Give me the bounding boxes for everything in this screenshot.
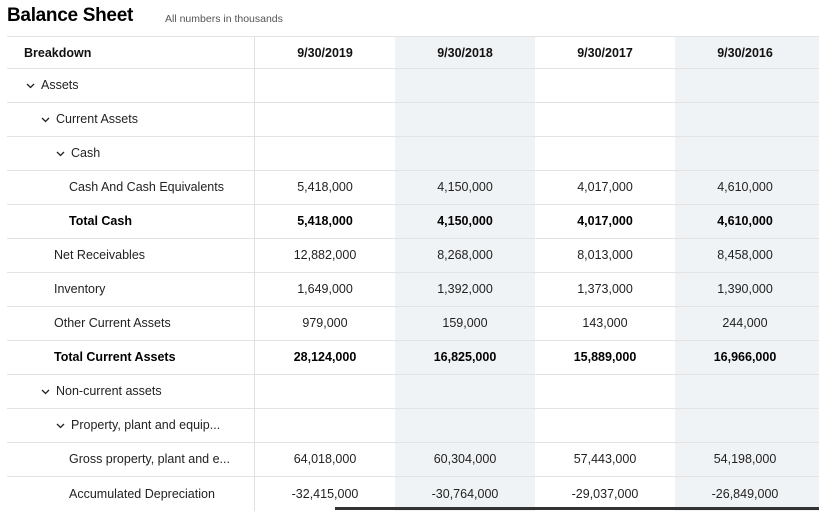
row-label[interactable] (7, 136, 253, 170)
value-cell: 4,150,000 (437, 180, 493, 194)
table-row[interactable] (7, 136, 819, 171)
value-cell (395, 408, 535, 442)
row-label[interactable] (7, 102, 253, 136)
value-cell: 60,304,000 (433, 452, 497, 466)
page-subtitle: All numbers in thousands (165, 13, 283, 25)
value-cell: 159,000 (442, 316, 488, 330)
value-cell: 57,443,000 (573, 452, 637, 466)
page-title: Balance Sheet (7, 5, 133, 26)
row-label-text: Net Receivables (54, 248, 146, 262)
table-row (7, 476, 819, 511)
table-row (7, 170, 819, 205)
chevron-down-icon[interactable] (56, 149, 65, 158)
value-cell (675, 102, 815, 136)
table-row (7, 442, 819, 477)
value-cell (255, 374, 395, 408)
row-label (7, 442, 253, 476)
value-cell: 54,198,000 (713, 452, 777, 466)
value-cell: 8,458,000 (717, 248, 773, 262)
value-cell: 8,268,000 (437, 248, 493, 262)
row-label[interactable] (7, 408, 253, 442)
table-row[interactable] (7, 374, 819, 409)
value-cell (535, 408, 675, 442)
row-label-text: Total Current Assets (54, 350, 176, 364)
value-cell: 28,124,000 (293, 350, 357, 364)
table-row (7, 340, 819, 375)
value-cell (675, 374, 815, 408)
value-cell: 5,418,000 (297, 180, 353, 194)
value-cell (255, 102, 395, 136)
value-cell: 244,000 (722, 316, 768, 330)
row-label-text: Assets (41, 78, 79, 92)
value-cell (255, 408, 395, 442)
value-cell (535, 136, 675, 170)
table-row[interactable] (7, 408, 819, 443)
value-cell: 8,013,000 (577, 248, 633, 262)
chevron-down-icon[interactable] (41, 387, 50, 396)
value-cell: 4,017,000 (577, 180, 633, 194)
value-cell: -29,037,000 (571, 486, 639, 501)
value-cell: -30,764,000 (431, 486, 499, 501)
value-cell (395, 136, 535, 170)
row-label (7, 476, 253, 511)
row-label-text: Other Current Assets (54, 316, 171, 330)
value-cell: 1,649,000 (297, 282, 353, 296)
chevron-down-icon[interactable] (41, 115, 50, 124)
value-cell: 16,825,000 (433, 350, 497, 364)
value-cell (395, 374, 535, 408)
value-cell: -26,849,000 (711, 486, 779, 501)
value-cell: -32,415,000 (291, 486, 359, 501)
row-label (7, 204, 253, 238)
value-cell: 4,150,000 (437, 214, 493, 228)
value-cell (255, 136, 395, 170)
row-label-text: Accumulated Depreciation (69, 486, 215, 501)
value-cell (395, 68, 535, 102)
value-cell: 979,000 (302, 316, 348, 330)
chevron-down-icon[interactable] (26, 81, 35, 90)
row-label-text: Total Cash (69, 214, 132, 228)
row-label-text: Gross property, plant and e... (69, 452, 230, 466)
row-label[interactable] (7, 374, 253, 408)
row-label-text: Current Assets (56, 112, 138, 126)
value-cell: 5,418,000 (297, 214, 353, 228)
value-cell: 15,889,000 (573, 350, 637, 364)
value-cell: 12,882,000 (293, 248, 357, 262)
value-cell (675, 68, 815, 102)
column-header-2016[interactable]: 9/30/2016 (717, 45, 773, 60)
value-cell (535, 68, 675, 102)
table-header-row (7, 37, 819, 69)
row-label[interactable] (7, 68, 253, 102)
table-row[interactable] (7, 102, 819, 137)
column-header-2019[interactable]: 9/30/2019 (297, 45, 353, 60)
balance-sheet-table (7, 36, 819, 511)
chevron-down-icon[interactable] (56, 421, 65, 430)
table-row (7, 306, 819, 341)
row-label-text: Property, plant and equip... (71, 418, 221, 432)
page-header (7, 5, 819, 31)
table-row (7, 238, 819, 273)
value-cell: 1,392,000 (437, 282, 493, 296)
column-header-breakdown: Breakdown (24, 45, 92, 60)
row-label (7, 306, 253, 340)
value-cell (675, 136, 815, 170)
value-cell: 4,017,000 (577, 214, 633, 228)
value-cell: 143,000 (582, 316, 628, 330)
column-header-2017[interactable]: 9/30/2017 (577, 45, 633, 60)
row-label-text: Inventory (54, 282, 106, 296)
row-label-text: Cash (71, 146, 101, 160)
value-cell (395, 102, 535, 136)
row-label (7, 272, 253, 306)
value-cell: 64,018,000 (293, 452, 357, 466)
value-cell: 1,373,000 (577, 282, 633, 296)
value-cell (255, 68, 395, 102)
value-cell (535, 102, 675, 136)
row-label (7, 170, 253, 204)
value-cell (675, 408, 815, 442)
value-cell (535, 374, 675, 408)
value-cell: 4,610,000 (717, 214, 773, 228)
row-label (7, 238, 253, 272)
table-row (7, 204, 819, 239)
value-cell: 1,390,000 (717, 282, 773, 296)
value-cell: 16,966,000 (713, 350, 777, 364)
table-row[interactable] (7, 68, 819, 103)
row-label-text: Non-current assets (56, 384, 162, 398)
column-header-2018[interactable]: 9/30/2018 (437, 45, 493, 60)
row-label-text: Cash And Cash Equivalents (69, 180, 224, 194)
row-label (7, 340, 253, 374)
table-row (7, 272, 819, 307)
value-cell: 4,610,000 (717, 180, 773, 194)
